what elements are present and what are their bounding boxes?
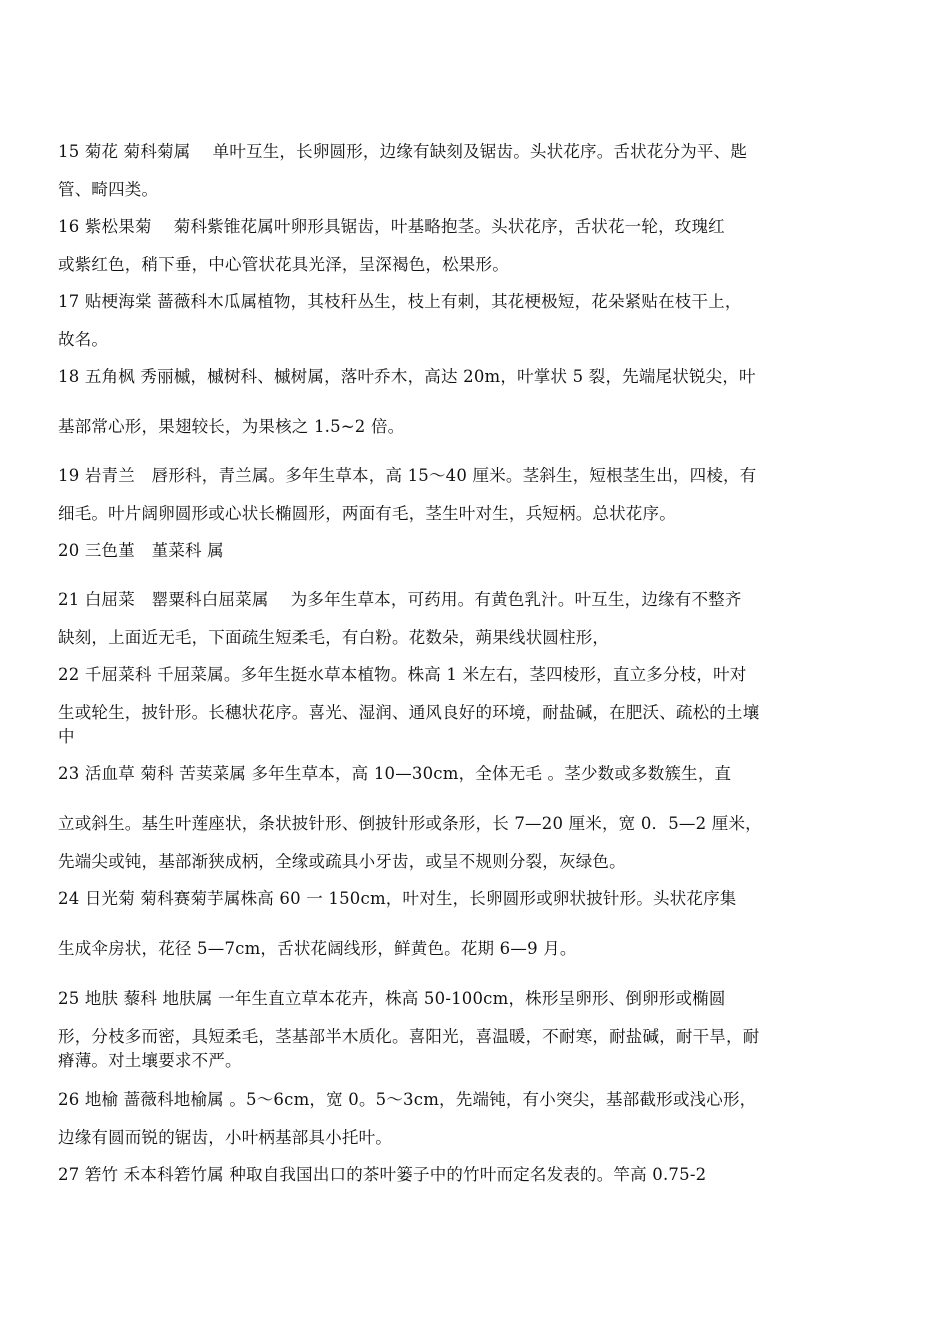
text-line: 或紫红色，稍下垂，中心管状花具光泽，呈深褐色，松果形。 xyxy=(58,255,509,274)
text-line: 25 地肤 藜科 地肤属 一年生直立草本花卉，株高 50-100cm，株形呈卵形、倒卵形或椭圆 xyxy=(58,989,726,1008)
text-line: 边缘有圆而锐的锯齿，小叶柄基部具小托叶。 xyxy=(58,1128,392,1147)
text-line: 24 日光菊 菊科赛菊芋属株高 60 一 150cm，叶对生，长卵圆形或卵状披针形。头状花序集 xyxy=(58,889,737,908)
text-line: 故名。 xyxy=(58,330,109,349)
text-line: 23 活血草 菊科 苦荬菜属 多年生草本，高 10—30cm，全体无毛 。茎少数或多数簇生，直 xyxy=(58,764,732,783)
text-line: 缺刻，上面近无毛，下面疏生短柔毛，有白粉。花数朵，蒴果线状圆柱形， xyxy=(58,628,610,647)
text-line: 22 千屈菜科 千屈菜属。多年生挺水草本植物。株高 1 米左右，茎四棱形，直立多分枝，叶对 xyxy=(58,665,747,684)
text-line: 瘠薄。对土壤要求不严。 xyxy=(58,1051,242,1070)
text-line: 形，分枝多而密，具短柔毛，茎基部半木质化。喜阳光，喜温暖，不耐寒，耐盐碱，耐干旱，耐 xyxy=(58,1027,760,1046)
text-line: 15 菊花 菊科菊属 单叶互生，长卵圆形，边缘有缺刻及锯齿。头状花序。舌状花分为平、匙 xyxy=(58,142,748,161)
text-line: 细毛。叶片阔卵圆形或心状长椭圆形，两面有毛，茎生叶对生，兵短柄。总状花序。 xyxy=(58,504,676,523)
text-line: 中 xyxy=(58,727,75,746)
text-line: 16 紫松果菊 菊科紫锥花属叶卵形具锯齿，叶基略抱茎。头状花序，舌状花一轮，玫瑰红 xyxy=(58,217,725,236)
text-line: 17 贴梗海棠 蔷薇科木瓜属植物，其枝秆丛生，枝上有刺，其花梗极短，花朵紧贴在枝干上， xyxy=(58,292,742,311)
text-line: 26 地榆 蔷薇科地榆属 。5～6cm，宽 0。5～3cm，先端钝，有小突尖，基部截形或浅心形， xyxy=(58,1090,757,1109)
text-line: 21 白屈菜 罂粟科白屈菜属 为多年生草本，可药用。有黄色乳汁。叶互生，边缘有不整齐 xyxy=(58,590,742,609)
text-line: 27 箬竹 禾本科箬竹属 种取自我国出口的茶叶篓子中的竹叶而定名发表的。竿高 0.75-2 xyxy=(58,1165,707,1184)
text-line: 19 岩青兰 唇形科，青兰属。多年生草本，高 15～40 厘米。茎斜生，短根茎生出，四棱，有 xyxy=(58,466,757,485)
text-line: 18 五角枫 秀丽槭，槭树科、槭树属，落叶乔木，高达 20m，叶掌状 5 裂，先端尾状锐尖，叶 xyxy=(58,367,756,386)
text-line: 生成伞房状，花径 5—7cm，舌状花阔线形，鲜黄色。花期 6—9 月。 xyxy=(58,939,577,958)
text-line: 生或轮生，披针形。长穗状花序。喜光、湿润、通风良好的环境，耐盐碱，在肥沃、疏松的土壤 xyxy=(58,703,760,722)
text-line: 基部常心形，果翅较长，为果核之 1.5~2 倍。 xyxy=(58,417,405,436)
text-line: 管、畸四类。 xyxy=(58,180,159,199)
text-line: 20 三色堇 堇菜科 属 xyxy=(58,541,224,560)
text-line: 立或斜生。基生叶莲座状，条状披针形、倒披针形或条形，长 7—20 厘米，宽 0．5—2 厘米， xyxy=(58,814,762,833)
text-line: 先端尖或钝，基部渐狭成柄，全缘或疏具小牙齿，或呈不规则分裂，灰绿色。 xyxy=(58,852,626,871)
